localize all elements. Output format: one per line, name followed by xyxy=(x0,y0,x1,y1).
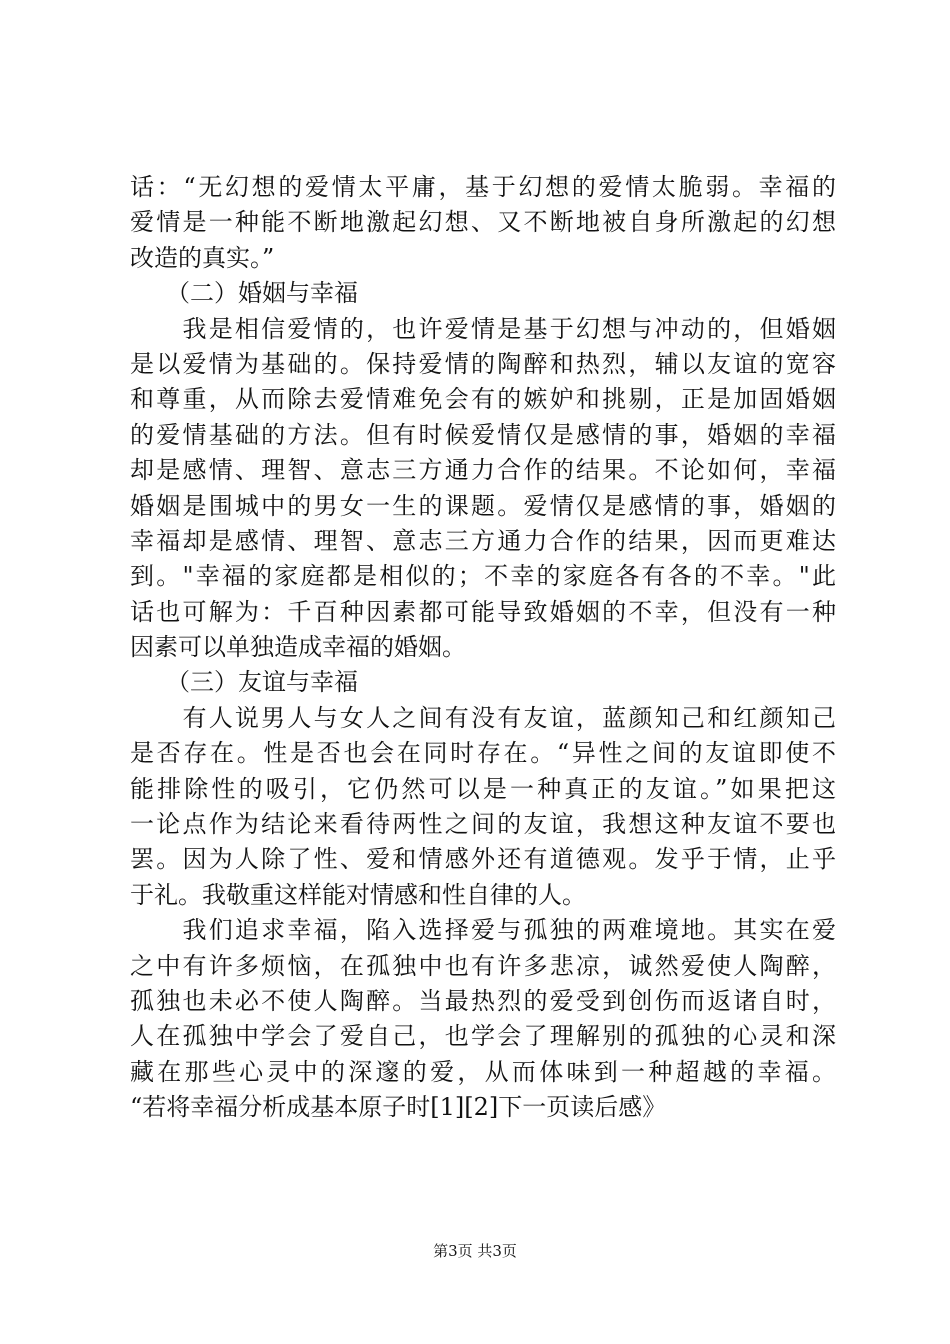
text-line: 的爱情基础的方法。但有时候爱情仅是感情的事，婚姻的幸福 xyxy=(130,420,836,449)
text-line: 我是相信爱情的，也许爱情是基于幻想与冲动的，但婚姻 xyxy=(130,314,836,343)
text-line: 是否存在。性是否也会在同时存在。“异性之间的友谊即使不 xyxy=(130,739,836,768)
page-number-footer: 第3页 共3页 xyxy=(433,1242,517,1260)
text-line: “若将幸福分析成基本原子时[1][2]下一页读后感》 xyxy=(130,1093,667,1122)
section-heading-marriage: （二）婚姻与幸福 xyxy=(130,279,358,308)
text-line: 我们追求幸福，陷入选择爱与孤独的两难境地。其实在爱 xyxy=(130,916,836,945)
text-line: 孤独也未必不使人陶醉。当最热烈的爱受到创伤而返诸自时， xyxy=(130,986,836,1015)
text-line: 却是感情、理智、意志三方通力合作的结果。不论如何，幸福 xyxy=(130,456,836,485)
text-line: 到。"幸福的家庭都是相似的；不幸的家庭各有各的不幸。"此 xyxy=(130,562,836,591)
document-body xyxy=(130,170,836,1126)
text-line: 是以爱情为基础的。保持爱情的陶醉和热烈，辅以友谊的宽容 xyxy=(130,349,836,378)
text-line: 因素可以单独造成幸福的婚姻。 xyxy=(130,633,466,662)
text-line: 爱情是一种能不断地激起幻想、又不断地被自身所激起的幻想 xyxy=(130,208,836,237)
text-line: 于礼。我敬重这样能对情感和性自律的人。 xyxy=(130,880,586,909)
text-line: 和尊重，从而除去爱情难免会有的嫉妒和挑剔，正是加固婚姻 xyxy=(130,385,836,414)
text-line: 罢。因为人除了性、爱和情感外还有道德观。发乎于情，止乎 xyxy=(130,845,836,874)
text-line: 能排除性的吸引，它仍然可以是一种真正的友谊。”如果把这 xyxy=(130,774,836,803)
text-line: 幸福却是感情、理智、意志三方通力合作的结果，因而更难达 xyxy=(130,526,836,555)
text-line: 藏在那些心灵中的深邃的爱，从而体味到一种超越的幸福。 xyxy=(130,1057,836,1086)
text-line: 话也可解为：千百种因素都可能导致婚姻的不幸，但没有一种 xyxy=(130,597,836,626)
text-line: 话：“无幻想的爱情太平庸，基于幻想的爱情太脆弱。幸福的 xyxy=(130,173,836,201)
text-line: 改造的真实。” xyxy=(130,243,275,272)
text-line: 之中有许多烦恼，在孤独中也有许多悲凉，诚然爱使人陶醉， xyxy=(130,951,836,980)
text-line: 一论点作为结论来看待两性之间的友谊，我想这种友谊不要也 xyxy=(130,810,836,839)
text-line: 婚姻是围城中的男女一生的课题。爱情仅是感情的事，婚姻的 xyxy=(130,491,836,520)
text-line: 人在孤独中学会了爱自己，也学会了理解别的孤独的心灵和深 xyxy=(130,1022,836,1051)
section-heading-friendship: （三）友谊与幸福 xyxy=(130,668,358,697)
text-line: 有人说男人与女人之间有没有友谊，蓝颜知己和红颜知己 xyxy=(130,703,836,732)
